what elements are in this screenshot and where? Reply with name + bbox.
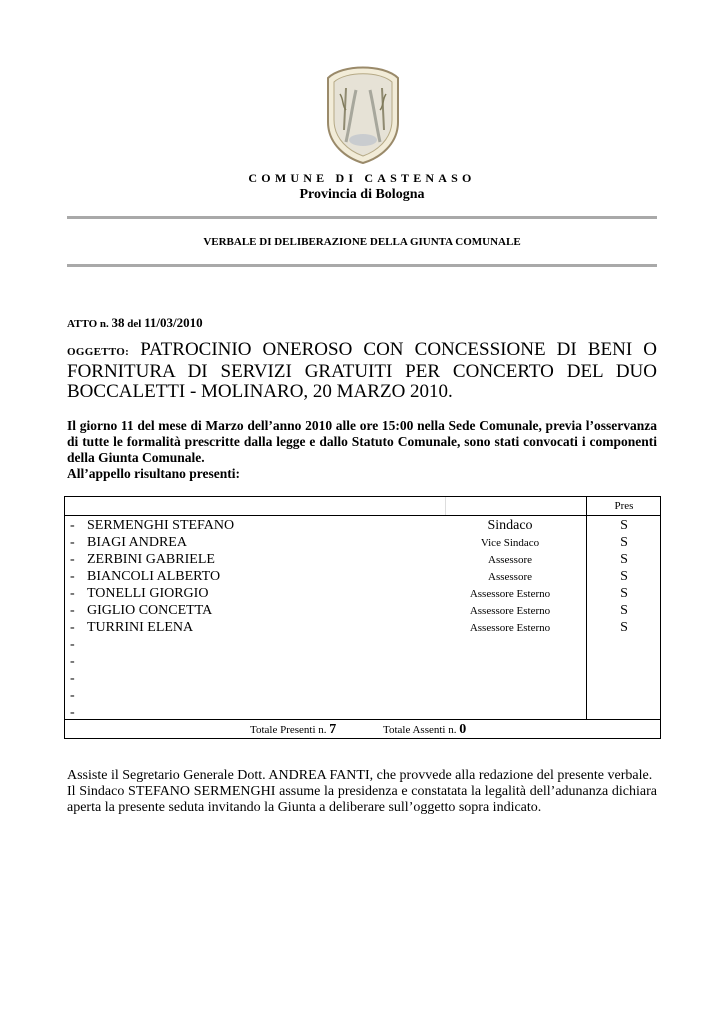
member-role: Sindaco (487, 518, 533, 533)
atto-date: 11/03/2010 (144, 315, 203, 330)
table-row (70, 603, 660, 620)
table-divider (65, 515, 660, 516)
presenti-value: 7 (329, 722, 337, 737)
row-dash: - (70, 637, 75, 652)
member-role: Assessore Esterno (469, 605, 551, 617)
sindaco-paragraph: Il Sindaco STEFANO SERMENGHI assume la presidenza e constatata la legalità dell’adunanza dichiara aperta la presente seduta invitando la Giunta a deliberare sull’oggetto sopra indicato. (67, 784, 657, 815)
table-row (70, 586, 660, 603)
closing-block (67, 768, 657, 816)
table-row (70, 552, 660, 569)
member-present: S (620, 535, 628, 550)
atto-label: ATTO n. (67, 318, 109, 330)
row-dash: - (70, 518, 75, 533)
divider (67, 264, 657, 267)
member-role: Assessore (488, 554, 532, 566)
presenti-label: Totale Presenti n. (250, 724, 327, 736)
members-table (64, 496, 661, 739)
table-divider (445, 497, 446, 515)
totals-row (65, 720, 660, 737)
table-row (70, 654, 660, 671)
member-present: S (620, 518, 628, 533)
member-present: S (620, 586, 628, 601)
table-row (70, 569, 660, 586)
member-present: S (620, 603, 628, 618)
appello-line: All’appello risultano presenti: (67, 466, 241, 481)
member-name: BIAGI ANDREA (87, 535, 187, 550)
member-name: TONELLI GIORGIO (87, 586, 209, 601)
assenti-value: 0 (459, 722, 467, 737)
table-row (70, 535, 660, 552)
divider (67, 216, 657, 219)
verbale-title: VERBALE DI DELIBERAZIONE DELLA GIUNTA COMUNALE (203, 236, 521, 248)
pres-header: Pres (614, 500, 634, 512)
row-dash: - (70, 535, 75, 550)
row-dash: - (70, 552, 75, 567)
table-row (70, 637, 660, 654)
row-dash: - (70, 603, 75, 618)
row-dash: - (70, 620, 75, 635)
member-role: Assessore Esterno (469, 588, 551, 600)
table-row (70, 688, 660, 705)
intro-block (67, 418, 657, 482)
member-name: GIGLIO CONCETTA (87, 603, 213, 618)
member-name: SERMENGHI STEFANO (87, 518, 235, 533)
row-dash: - (70, 654, 75, 669)
row-dash: - (70, 569, 75, 584)
oggetto-text: PATROCINIO ONEROSO CON CONCESSIONE DI BENI O FORNITURA DI SERVIZI GRATUITI PER CONCERTO DEL DUO BOCCALETTI - MOLINARO, 20 MARZO 2010. (67, 339, 657, 402)
member-name: BIANCOLI ALBERTO (87, 569, 221, 584)
member-present: S (620, 620, 628, 635)
member-present: S (620, 569, 628, 584)
provincia-title: Provincia di Bologna (299, 187, 425, 202)
totale-assenti (383, 722, 466, 738)
comune-title: COMUNE DI CASTENASO (248, 171, 476, 185)
member-name: ZERBINI GABRIELE (87, 552, 215, 567)
coat-of-arms-icon (322, 60, 404, 164)
member-name: TURRINI ELENA (87, 620, 194, 635)
atto-del-label: del (127, 318, 142, 330)
oggetto-block (67, 340, 657, 402)
row-dash: - (70, 586, 75, 601)
assiste-paragraph: Assiste il Segretario Generale Dott. ANDREA FANTI, che provvede alla redazione del presente verbale. (67, 768, 653, 783)
table-row (70, 671, 660, 688)
member-role: Assessore Esterno (469, 622, 551, 634)
atto-line (67, 315, 203, 331)
oggetto-label: OGGETTO: (67, 346, 130, 358)
row-dash: - (70, 688, 75, 703)
row-dash: - (70, 671, 75, 686)
intro-paragraph: Il giorno 11 del mese di Marzo dell’anno 2010 alle ore 15:00 nella Sede Comunale, previa l’osservanza di tutte le formalità prescritte dalla legge e dallo Statuto Comunale, sono stati convocati i componenti della Giunta Comunale. (67, 418, 657, 465)
totale-presenti (250, 722, 336, 738)
table-row (70, 518, 660, 535)
member-present: S (620, 552, 628, 567)
atto-number: 38 (111, 315, 125, 330)
assenti-label: Totale Assenti n. (383, 724, 457, 736)
row-dash: - (70, 705, 75, 720)
member-role: Assessore (488, 571, 532, 583)
member-role: Vice Sindaco (480, 537, 540, 549)
table-row (70, 620, 660, 637)
